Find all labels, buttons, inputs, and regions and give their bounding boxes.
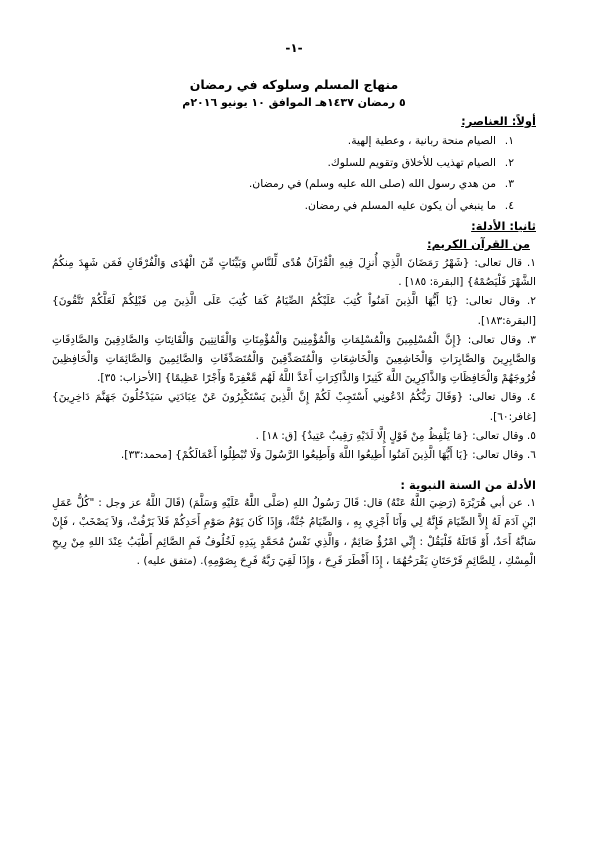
document-date: ٥ رمضان ١٤٣٧هـ الموافق ١٠ يونيو ٢٠١٦م <box>182 96 406 109</box>
elements-list <box>52 130 536 216</box>
list-item: ٣.من هدي رسول الله (صلى الله عليه وسلم) في رمضان. <box>248 177 514 190</box>
quran-heading: من القرآن الكريم: <box>427 237 530 251</box>
hadith-list <box>52 494 536 571</box>
verse-list <box>52 254 536 465</box>
elements-heading: أولاً: العناصر: <box>461 114 536 128</box>
verse-item: ٢. وقال تعالى: {يَا أَيُّهَا الَّذِينَ آمَنُواْ كُتِبَ عَلَيْكُمُ الصِّيَامُ كَمَا كُتِبَ عَلَى الَّذِينَ مِن قَبْلِكُمْ لَعَلَّكُمْ تَتَّقُونَ} [البقرة:١٨٣]. <box>52 295 536 327</box>
verse-item: ٦. وقال تعالى: {يَا أَيُّهَا الَّذِينَ آمَنُوا أَطِيعُوا اللَّهَ وَأَطِيعُوا الرَّسُولَ وَلَا تُبْطِلُوا أَعْمَالَكُمْ} [محمد:٣٣]. <box>120 449 536 462</box>
sunnah-heading: الأدلة من السنة النبوية : <box>400 478 536 493</box>
verse-item: ١. قال تعالى: {شَهْرُ رَمَضَانَ الَّذِيَ أُنزِلَ فِيهِ الْقُرْآنُ هُدًى لِّلنَّاسِ وَبَيِّنَاتٍ مِّنَ الْهُدَى وَالْفُرْقَانِ فَمَن شَهِدَ مِنكُمُ الشَّهْرَ فَلْيَصُمْهُ} [البقرة: ١٨٥] . <box>52 257 536 289</box>
document-title: منهاج المسلم وسلوكه في رمضان <box>189 77 399 92</box>
list-item: ٤.ما ينبغي أن يكون عليه المسلم في رمضان. <box>304 198 514 212</box>
verse-item: ٣. وقال تعالى: {إِنَّ الْمُسْلِمِينَ وَالْمُسْلِمَاتِ وَالْمُؤْمِنِينَ وَالْمُؤْمِنَاتِ وَالْقَانِتِينَ وَالْقَانِتَاتِ وَالصَّادِقِينَ وَالصَّادِقَاتِ وَالصَّابِرِينَ وَالصَّابِرَاتِ وَالْخَاشِعِينَ وَالْخَاشِعَاتِ وَالْمُتَصَدِّقِينَ وَالْمُتَصَدِّقَاتِ وَالصَّائِمِينَ وَالصَّائِمَاتِ وَالْحَافِظِينَ فُرُوجَهُمْ وَالْحَافِظَاتِ وَالذَّاكِرِينَ اللَّهَ كَثِيرًا وَالذَّاكِرَاتِ أَعَدَّ اللَّهُ لَهُم مَّغْفِرَةً وَأَجْرًا عَظِيمًا} [الأحزاب: ٣٥]. <box>52 333 536 385</box>
verse-item: ٤. وقال تعالى: {وَقَالَ رَبُّكُمُ ادْعُونِي أَسْتَجِبْ لَكُمْ إِنَّ الَّذِينَ يَسْتَكْبِرُونَ عَنْ عِبَادَتِي سَيَدْخُلُونَ جَهَنَّمَ دَاخِرِينَ} [غافر:٦٠]. <box>52 391 536 423</box>
section-spacer <box>52 465 536 475</box>
verse-item: ٥. وقال تعالى: {مَا يَلْفِظُ مِنْ قَوْلٍ إِلَّا لَدَيْهِ رَقِيبٌ عَتِيدٌ} [ق: ١٨] . <box>255 429 536 442</box>
list-item: ١.الصيام منحة ربانية ، وعطية إلهية. <box>347 134 514 147</box>
list-item: ٢.الصيام تهذيب للأخلاق وتقويم للسلوك. <box>327 155 514 169</box>
page-number: -١- <box>285 41 303 55</box>
evidence-heading: ثانيا: الأدلة: <box>471 219 536 233</box>
hadith-item: ١. عن أبي هُرَيْرَةَ (رَضِيَ اللَّهُ عَنْهُ) قال: قَالَ رَسُولُ اللهِ (صَلَّى اللَّهُ عَلَيْهِ وَسَلَّمَ) (قَالَ اللَّهُ عز وجل : "كُلُّ عَمَلِ ابْنِ آدَمَ لَهُ إِلاَّ الصِّيَامَ فَإِنَّهُ لِي وَأَنَا أَجْزِي بِهِ ، وَالصِّيَامُ جُنَّةٌ، وَإِذَا كَانَ يَوْمُ صَوْمِ أَحَدِكُمْ فَلاَ يَرْفُثْ، وَلاَ يَصْخَبْ ، فَإِنْ سَابَّهُ أَحَدٌ، أَوْ قَاتَلَهُ فَلْيَقُلْ : إِنِّي امْرُؤٌ صَائِمٌ ، وَالَّذِي نَفْسُ مُحَمَّدٍ بِيَدِهِ لَخُلُوفُ فَمِ الصَّائِمِ أَطْيَبُ عِنْدَ اللهِ مِنْ رِيحِ الْمِسْكِ ، لِلصَّائِمِ فَرْحَتَانِ يَفْرَحُهُمَا ، إِذَا أَفْطَرَ فَرِحَ ، وَإِذَا لَقِيَ رَبَّهُ فَرِحَ بِصَوْمِهِ). (متفق عليه) . <box>52 497 536 567</box>
